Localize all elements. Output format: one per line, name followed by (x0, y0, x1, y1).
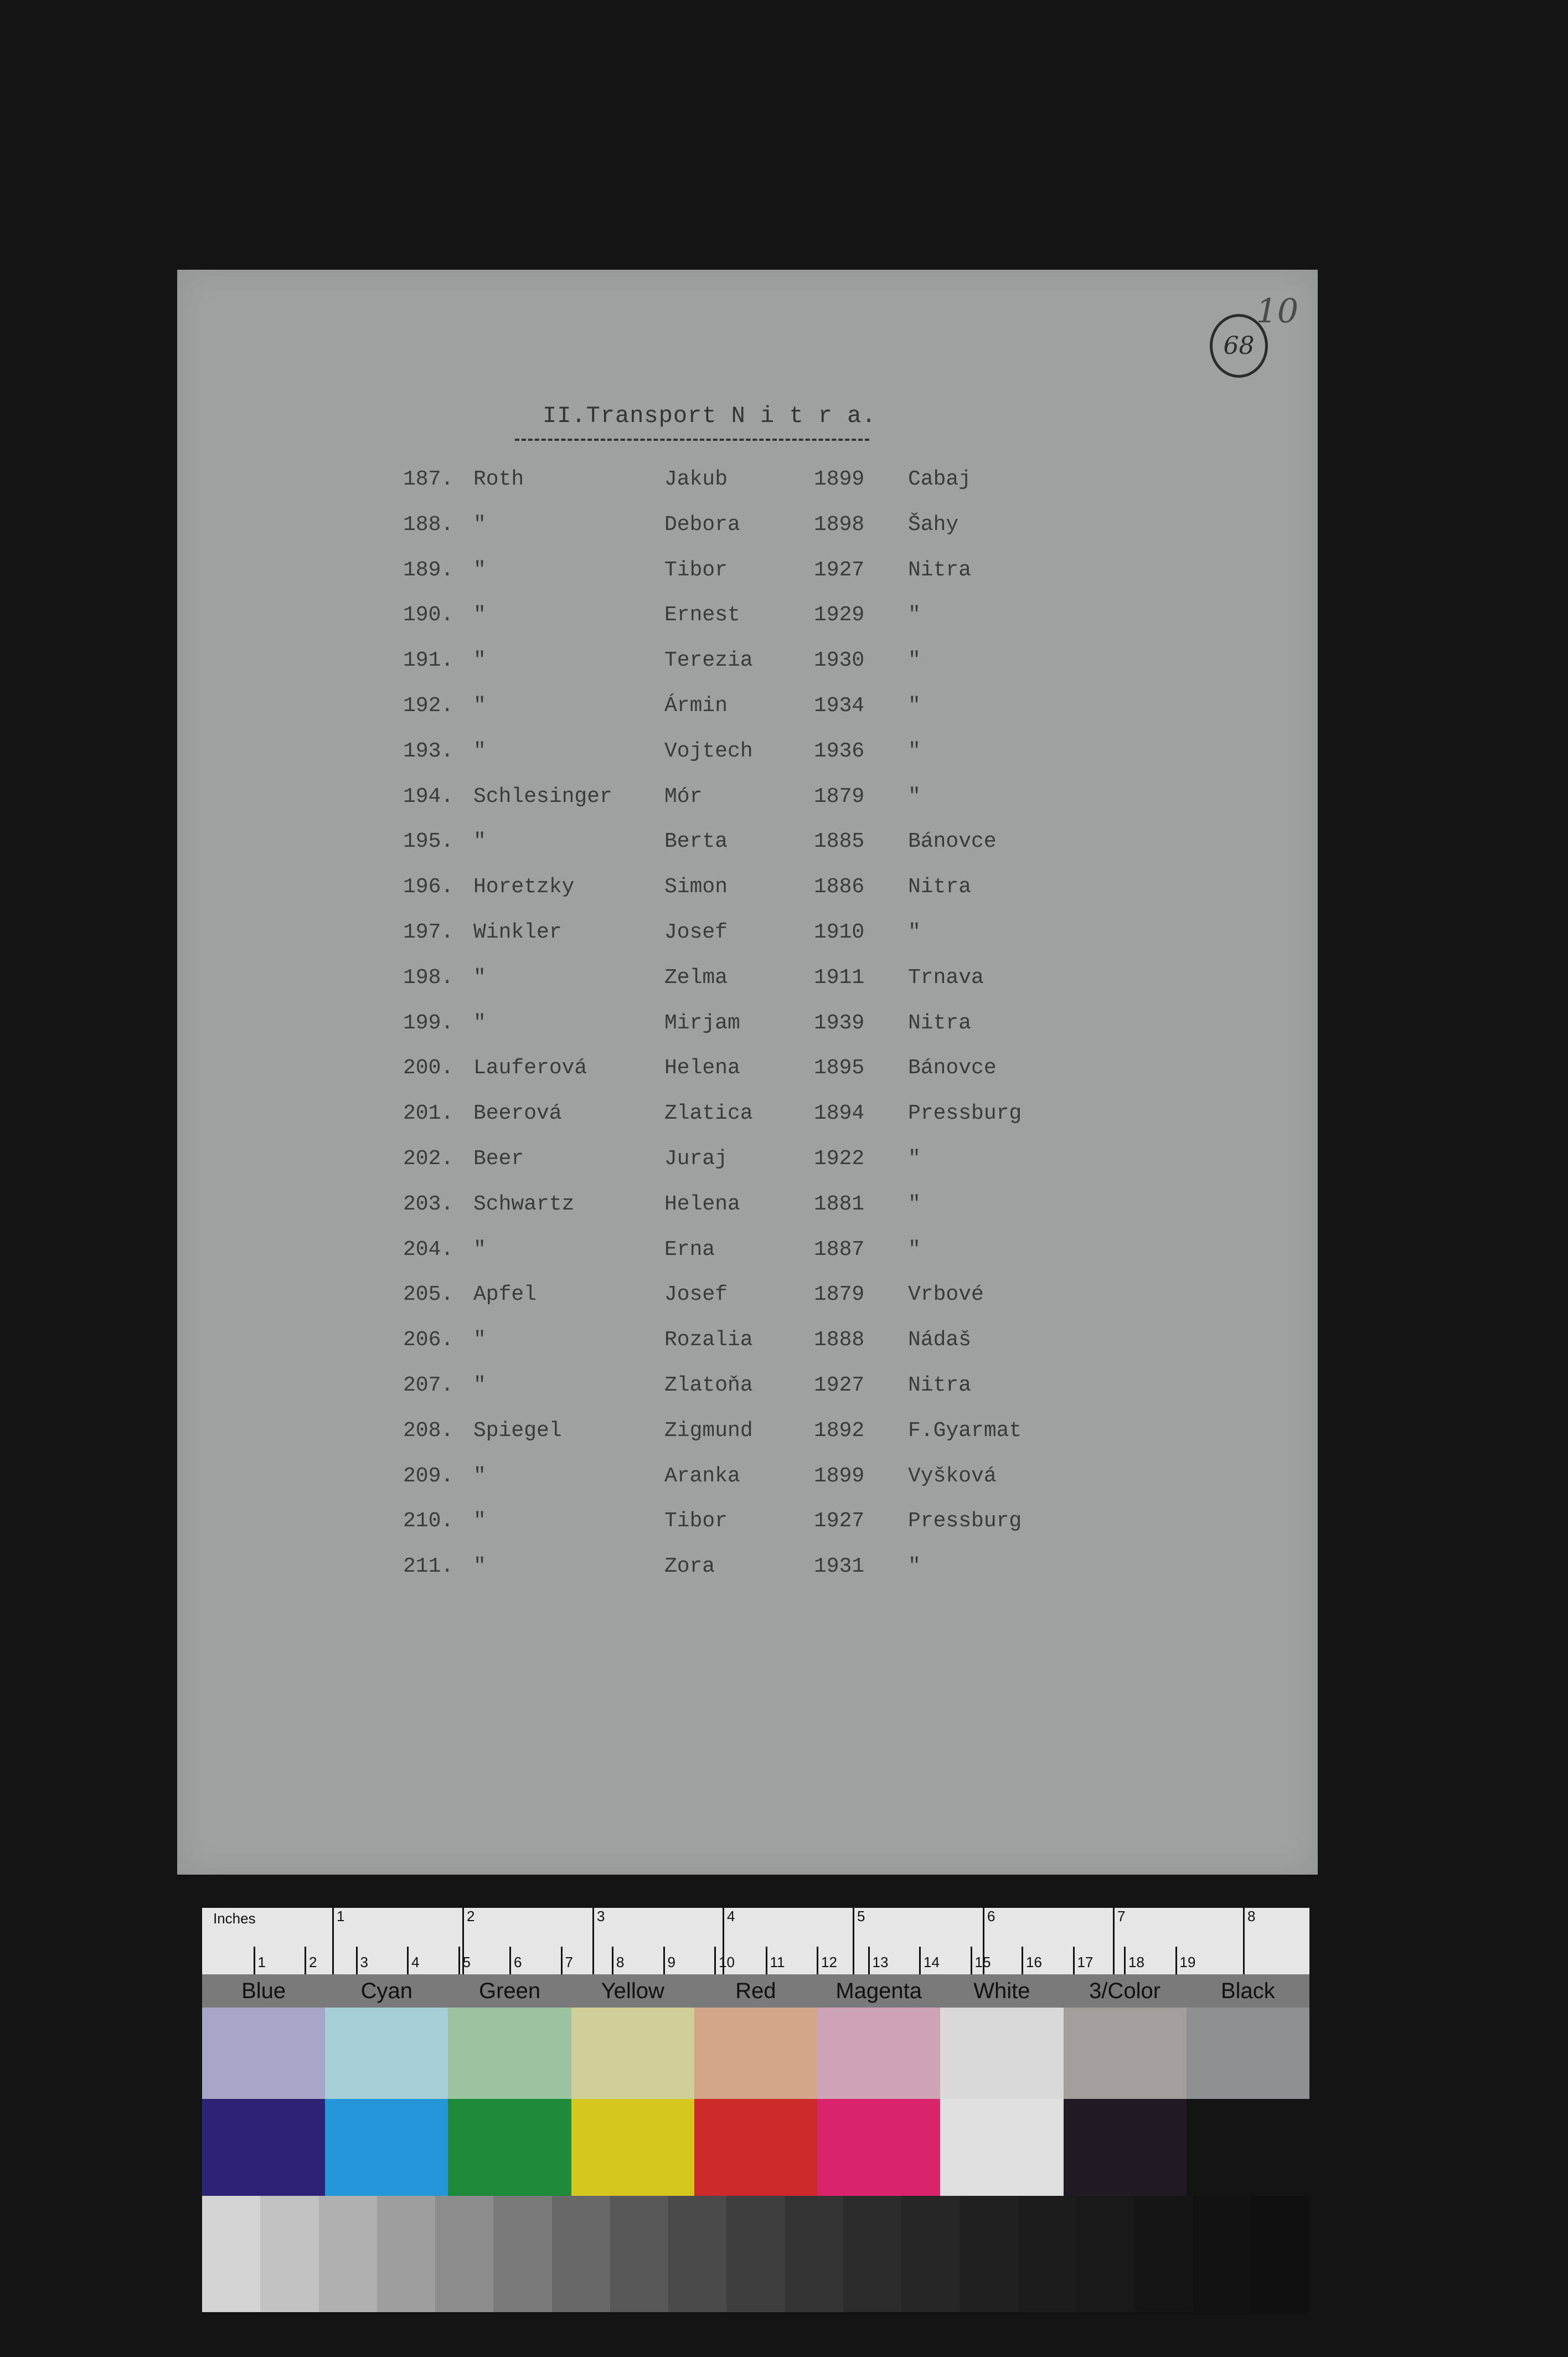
list-item (177, 1502, 1318, 1548)
entry-place: " (908, 1555, 921, 1579)
ruler-cm-mark: 1 (257, 1954, 266, 1970)
ruler-cm-mark: 18 (1128, 1954, 1144, 1970)
color-patch (202, 2008, 325, 2099)
ruler-cm-mark: 5 (462, 1954, 471, 1970)
entry-surname: " (473, 965, 486, 990)
ruler-tick (561, 1947, 563, 1974)
entry-first-name: Vojtech (664, 739, 753, 763)
entry-surname: " (473, 1509, 486, 1533)
entry-surname: " (473, 603, 486, 627)
entry-first-name: Josef (664, 920, 728, 944)
entry-birth-year: 1894 (814, 1102, 865, 1126)
ruler-tick (407, 1947, 409, 1974)
color-patch (435, 2196, 493, 2312)
entry-surname: " (473, 512, 486, 537)
entry-birth-year: 1927 (814, 1373, 865, 1397)
entry-number: 202. (403, 1146, 454, 1171)
ruler-cm-mark: 4 (411, 1954, 420, 1970)
entry-birth-year: 1895 (814, 1056, 865, 1080)
color-patch (694, 2099, 817, 2196)
entry-place: " (908, 739, 921, 763)
entry-surname: Spiegel (473, 1418, 562, 1443)
entry-number: 195. (403, 830, 454, 854)
list-item (177, 1140, 1318, 1186)
entry-birth-year: 1936 (814, 739, 865, 763)
color-patch (960, 2196, 1018, 2312)
entry-birth-year: 1879 (814, 1283, 865, 1307)
ruler-inch-mark: 6 (987, 1908, 996, 1924)
entry-birth-year: 1927 (814, 558, 865, 582)
entry-surname: Schwartz (473, 1192, 575, 1216)
entry-number: 193. (403, 739, 454, 763)
color-patch (202, 2099, 325, 2196)
list-item (177, 959, 1318, 1005)
entry-surname: " (473, 830, 486, 854)
entry-number: 188. (403, 512, 454, 537)
color-patch (571, 2008, 694, 2099)
entry-first-name: Jakub (664, 467, 728, 491)
ruler-tick (971, 1947, 972, 1974)
color-patch (552, 2196, 610, 2312)
list-item (177, 1321, 1318, 1367)
ruler-tick (1124, 1947, 1126, 1974)
color-patch (785, 2196, 843, 2312)
entry-place: Nitra (908, 558, 972, 582)
color-patch (448, 2099, 571, 2196)
ruler-tick (1243, 1908, 1245, 1974)
entry-birth-year: 1939 (814, 1011, 865, 1035)
entry-birth-year: 1931 (814, 1555, 865, 1579)
document-page (177, 270, 1318, 1875)
entry-number: 207. (403, 1373, 454, 1397)
ruler-cm-mark: 15 (974, 1954, 991, 1970)
list-item (177, 1049, 1318, 1095)
ruler-tick (714, 1947, 716, 1974)
entry-surname: " (473, 1237, 486, 1262)
ruler-label: Inches (213, 1910, 256, 1927)
color-patch (260, 2196, 318, 2312)
list-item (177, 642, 1318, 687)
entry-birth-year: 1910 (814, 920, 865, 944)
entry-place: Nitra (908, 1373, 972, 1397)
ruler-cm-mark: 7 (565, 1954, 573, 1970)
entry-birth-year: 1899 (814, 1464, 865, 1488)
entry-number: 192. (403, 693, 454, 718)
entry-first-name: Zlatoňa (664, 1373, 753, 1397)
color-patch (668, 2196, 726, 2312)
entry-number: 206. (403, 1328, 454, 1352)
entry-number: 189. (403, 558, 454, 582)
entry-place: " (908, 693, 921, 718)
entry-birth-year: 1930 (814, 649, 865, 673)
ruler-inch-mark: 7 (1117, 1908, 1126, 1924)
color-patch (377, 2196, 435, 2312)
entry-surname: Roth (473, 467, 524, 491)
entry-birth-year: 1881 (814, 1192, 865, 1216)
entry-surname: Horetzky (473, 875, 575, 899)
color-patch (1134, 2196, 1193, 2312)
ruler-tick (305, 1947, 306, 1974)
entry-surname: " (473, 1555, 486, 1579)
list-item (177, 552, 1318, 597)
entry-surname: " (473, 1373, 486, 1397)
ruler-tick (1022, 1947, 1023, 1974)
dark-patches (202, 2099, 1309, 2196)
ruler-inch-mark: 2 (467, 1908, 475, 1924)
entry-place: " (908, 603, 921, 627)
folio-stamp (1210, 314, 1268, 378)
entry-number: 204. (403, 1237, 454, 1262)
entry-number: 203. (403, 1192, 454, 1216)
entry-first-name: Ernest (664, 603, 740, 627)
entry-number: 194. (403, 784, 454, 809)
list-item (177, 506, 1318, 552)
entry-number: 196. (403, 875, 454, 899)
folio-note: 10 (1256, 292, 1298, 331)
ruler-tick (766, 1947, 767, 1974)
entry-place: Šahy (908, 512, 959, 537)
color-patch (493, 2196, 551, 2312)
color-calibration-target (202, 1908, 1309, 2315)
entry-place: Nitra (908, 1011, 972, 1035)
color-name-label: Red (735, 1979, 776, 2003)
color-patch (319, 2196, 377, 2312)
entry-first-name: Rozalia (664, 1328, 753, 1352)
color-name-label: Blue (241, 1979, 286, 2003)
entry-place: " (908, 649, 921, 673)
entry-surname: " (473, 1464, 486, 1488)
ruler-cm-mark: 10 (719, 1954, 735, 1970)
entry-first-name: Debora (664, 512, 740, 537)
entry-surname: " (473, 739, 486, 763)
ruler-inch-mark: 4 (727, 1908, 735, 1924)
entry-number: 200. (403, 1056, 454, 1080)
color-name-label: Yellow (601, 1979, 664, 2003)
color-patch (1193, 2196, 1251, 2312)
entry-first-name: Berta (664, 830, 728, 854)
color-patch (1064, 2008, 1187, 2099)
entry-number: 191. (403, 649, 454, 673)
entry-first-name: Zora (664, 1555, 715, 1579)
ruler-cm-mark: 19 (1179, 1954, 1196, 1970)
entry-first-name: Simon (664, 875, 728, 899)
entry-birth-year: 1885 (814, 830, 865, 854)
entry-first-name: Terezia (664, 649, 753, 673)
color-patch (1064, 2099, 1187, 2196)
color-patch (325, 2008, 448, 2099)
ruler-cm-mark: 12 (821, 1954, 837, 1970)
ruler-cm-mark: 8 (616, 1954, 625, 1970)
entry-birth-year: 1922 (814, 1146, 865, 1171)
entry-birth-year: 1929 (814, 603, 865, 627)
entry-number: 209. (403, 1464, 454, 1488)
list-item (177, 1548, 1318, 1593)
color-patch (1187, 2099, 1309, 2196)
entry-number: 198. (403, 965, 454, 990)
entry-first-name: Aranka (664, 1464, 740, 1488)
entry-number: 201. (403, 1102, 454, 1126)
list-item (177, 1458, 1318, 1503)
ruler-inch-mark: 8 (1247, 1908, 1256, 1924)
list-item (177, 687, 1318, 733)
color-patch (817, 2099, 940, 2196)
list-item (177, 1186, 1318, 1231)
entry-first-name: Mór (664, 784, 703, 809)
list-item (177, 778, 1318, 824)
entry-surname: Schlesinger (473, 784, 612, 809)
color-name-label: Cyan (360, 1979, 413, 2003)
list-item (177, 1412, 1318, 1458)
entry-place: Bánovce (908, 1056, 997, 1080)
folio-number: 68 (1223, 332, 1255, 360)
ruler-inch-mark: 5 (857, 1908, 865, 1924)
ruler-tick (458, 1947, 460, 1974)
entry-number: 197. (403, 920, 454, 944)
entry-first-name: Josef (664, 1283, 728, 1307)
entry-first-name: Helena (664, 1192, 740, 1216)
entry-place: Nádaš (908, 1328, 972, 1352)
ruler-tick (592, 1908, 594, 1974)
entry-first-name: Erna (664, 1237, 715, 1262)
entry-place: F.Gyarmat (908, 1418, 1022, 1443)
color-patch (1076, 2196, 1134, 2312)
entry-place: Vrbové (908, 1283, 984, 1307)
gray-scale (202, 2196, 1309, 2312)
color-patch (1187, 2008, 1309, 2099)
entry-first-name: Tibor (664, 558, 728, 582)
entry-birth-year: 1888 (814, 1328, 865, 1352)
list-item (177, 1231, 1318, 1277)
entry-birth-year: 1934 (814, 693, 865, 718)
entry-place: Vyšková (908, 1464, 997, 1488)
ruler-tick (1175, 1947, 1177, 1974)
color-patch (817, 2008, 940, 2099)
list-item (177, 1005, 1318, 1050)
ruler-cm-mark: 16 (1026, 1954, 1042, 1970)
color-patch (1251, 2196, 1309, 2312)
page-title: II.Transport N i t r a. (543, 403, 876, 429)
color-patch (202, 2196, 260, 2312)
list-item (177, 596, 1318, 642)
entry-place: " (908, 1146, 921, 1171)
ruler-tick (817, 1947, 818, 1974)
entry-birth-year: 1892 (814, 1418, 865, 1443)
entry-place: Pressburg (908, 1102, 1022, 1126)
ruler-inch-mark: 3 (597, 1908, 605, 1924)
entry-birth-year: 1911 (814, 965, 865, 990)
ruler-tick (853, 1908, 854, 1974)
list-item (177, 1095, 1318, 1140)
entry-first-name: Zigmund (664, 1418, 753, 1443)
color-patch (571, 2099, 694, 2196)
color-patch (610, 2196, 668, 2312)
entry-birth-year: 1898 (814, 512, 865, 537)
entry-birth-year: 1879 (814, 784, 865, 809)
entry-place: Pressburg (908, 1509, 1022, 1533)
entry-place: " (908, 784, 921, 809)
light-patches (202, 2008, 1309, 2099)
entry-surname: " (473, 693, 486, 718)
entry-surname: " (473, 558, 486, 582)
ruler-tick (919, 1947, 921, 1974)
entry-surname: Beerová (473, 1102, 562, 1126)
entry-number: 211. (403, 1555, 454, 1579)
entry-surname: Winkler (473, 920, 562, 944)
transport-list (177, 461, 1318, 1593)
list-item (177, 914, 1318, 959)
entry-surname: " (473, 1328, 486, 1352)
color-patch (448, 2008, 571, 2099)
entry-birth-year: 1927 (814, 1509, 865, 1533)
list-item (177, 461, 1318, 506)
color-patch (843, 2196, 901, 2312)
color-name-label: White (973, 1979, 1030, 2003)
ruler-tick (509, 1947, 511, 1974)
ruler-tick (1073, 1947, 1075, 1974)
entry-number: 199. (403, 1011, 454, 1035)
ruler (202, 1908, 1309, 1974)
color-patch (901, 2196, 960, 2312)
entry-first-name: Ármin (664, 693, 728, 718)
entry-first-name: Juraj (664, 1146, 728, 1171)
color-patch (694, 2008, 817, 2099)
ruler-tick (1113, 1908, 1115, 1974)
entry-place: Trnava (908, 965, 984, 990)
ruler-tick (868, 1947, 870, 1974)
ruler-cm-mark: 17 (1077, 1954, 1094, 1970)
entry-birth-year: 1886 (814, 875, 865, 899)
title-underline (515, 439, 869, 441)
list-item (177, 868, 1318, 914)
entry-place: Cabaj (908, 467, 972, 491)
color-patch (940, 2099, 1063, 2196)
ruler-cm-mark: 13 (872, 1954, 889, 1970)
entry-place: " (908, 1192, 921, 1216)
entry-number: 208. (403, 1418, 454, 1443)
list-item (177, 733, 1318, 778)
entry-surname: " (473, 1011, 486, 1035)
entry-place: Nitra (908, 875, 972, 899)
ruler-cm-mark: 11 (770, 1954, 785, 1970)
color-name-label: Magenta (835, 1979, 922, 2003)
color-name-label: Black (1220, 1979, 1275, 2003)
entry-first-name: Mirjam (664, 1011, 740, 1035)
list-item (177, 1367, 1318, 1412)
ruler-tick (254, 1947, 255, 1974)
ruler-cm-mark: 3 (360, 1954, 368, 1970)
entry-surname: Apfel (473, 1283, 537, 1307)
entry-number: 190. (403, 603, 454, 627)
color-patch (325, 2099, 448, 2196)
color-patch (726, 2196, 785, 2312)
entry-number: 187. (403, 467, 454, 491)
ruler-tick (612, 1947, 613, 1974)
list-item (177, 1276, 1318, 1321)
entry-number: 205. (403, 1283, 454, 1307)
entry-first-name: Helena (664, 1056, 740, 1080)
entry-birth-year: 1887 (814, 1237, 865, 1262)
entry-number: 210. (403, 1509, 454, 1533)
color-name-label: 3/Color (1089, 1979, 1161, 2003)
entry-place: " (908, 920, 921, 944)
color-patch (940, 2008, 1063, 2099)
entry-surname: " (473, 649, 486, 673)
entry-first-name: Zlatica (664, 1102, 753, 1126)
entry-surname: Lauferová (473, 1056, 587, 1080)
entry-place: " (908, 1237, 921, 1262)
entry-surname: Beer (473, 1146, 524, 1171)
ruler-tick (356, 1947, 358, 1974)
list-item (177, 823, 1318, 868)
ruler-cm-mark: 6 (514, 1954, 522, 1970)
ruler-tick (663, 1947, 665, 1974)
color-name-label: Green (478, 1979, 541, 2003)
entry-first-name: Tibor (664, 1509, 728, 1533)
entry-place: Bánovce (908, 830, 997, 854)
color-names (202, 1974, 1309, 2008)
entry-birth-year: 1899 (814, 467, 865, 491)
color-patch (1018, 2196, 1076, 2312)
ruler-cm-mark: 9 (667, 1954, 675, 1970)
ruler-tick (332, 1908, 334, 1974)
ruler-inch-mark: 1 (337, 1908, 345, 1924)
entry-first-name: Zelma (664, 965, 728, 990)
ruler-cm-mark: 14 (924, 1954, 940, 1970)
ruler-cm-mark: 2 (309, 1954, 317, 1970)
